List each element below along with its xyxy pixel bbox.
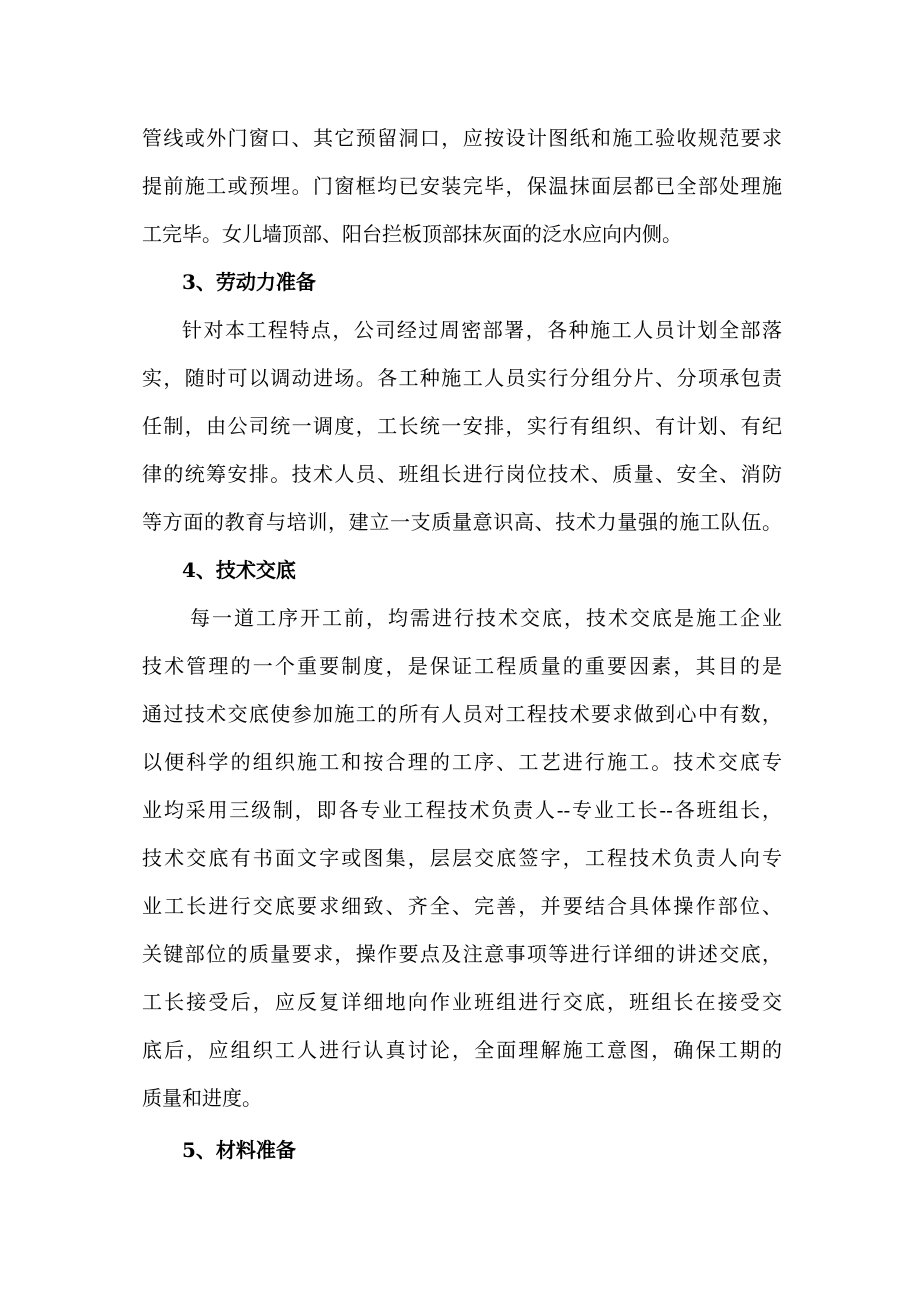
paragraph-line: 针对本工程特点，公司经过周密部署，各种施工人员计划全部落 xyxy=(182,318,782,342)
paragraph-line: 底后，应组织工人进行认真讨论，全面理解施工意图，确保工期的 xyxy=(142,1038,782,1062)
paragraph-line: 提前施工或预埋。门窗框均已安装完毕，保温抹面层都已全部处理施 xyxy=(142,174,782,198)
paragraph-line: 通过技术交底使参加施工的所有人员对工程技术要求做到心中有数， xyxy=(142,702,782,726)
section-heading-materials: 5、材料准备 xyxy=(182,1138,296,1162)
paragraph-line: 以便科学的组织施工和按合理的工序、工艺进行施工。技术交底专 xyxy=(142,750,782,774)
section-heading-labor: 3、劳动力准备 xyxy=(182,270,316,294)
paragraph-line: 任制，由公司统一调度，工长统一安排，实行有组织、有计划、有纪 xyxy=(142,414,782,438)
paragraph-line: 技术管理的一个重要制度，是保证工程质量的重要因素，其目的是 xyxy=(142,654,782,678)
paragraph-line: 实，随时可以调动进场。各工种施工人员实行分组分片、分项承包责 xyxy=(142,366,782,390)
paragraph-line: 每一道工序开工前，均需进行技术交底，技术交底是施工企业 xyxy=(190,606,782,630)
paragraph-line: 管线或外门窗口、其它预留洞口，应按设计图纸和施工验收规范要求 xyxy=(142,126,782,150)
paragraph-line: 技术交底有书面文字或图集，层层交底签字，工程技术负责人向专 xyxy=(142,846,782,870)
section-heading-tech: 4、技术交底 xyxy=(182,558,296,582)
paragraph-line: 业均采用三级制，即各专业工程技术负责人--专业工长--各班组长， xyxy=(142,798,782,822)
paragraph-line: 关键部位的质量要求，操作要点及注意事项等进行详细的讲述交底， xyxy=(142,942,782,966)
paragraph-line: 质量和进度。 xyxy=(142,1086,262,1110)
paragraph-line: 律的统筹安排。技术人员、班组长进行岗位技术、质量、安全、消防 xyxy=(142,462,782,486)
paragraph-line: 业工长进行交底要求细致、齐全、完善，并要结合具体操作部位、 xyxy=(142,894,782,918)
paragraph-line: 工完毕。女儿墙顶部、阳台拦板顶部抹灰面的泛水应向内侧。 xyxy=(142,222,682,246)
paragraph-line: 等方面的教育与培训，建立一支质量意识高、技术力量强的施工队伍。 xyxy=(142,510,782,534)
paragraph-line: 工长接受后，应反复详细地向作业班组进行交底，班组长在接受交 xyxy=(142,990,782,1014)
